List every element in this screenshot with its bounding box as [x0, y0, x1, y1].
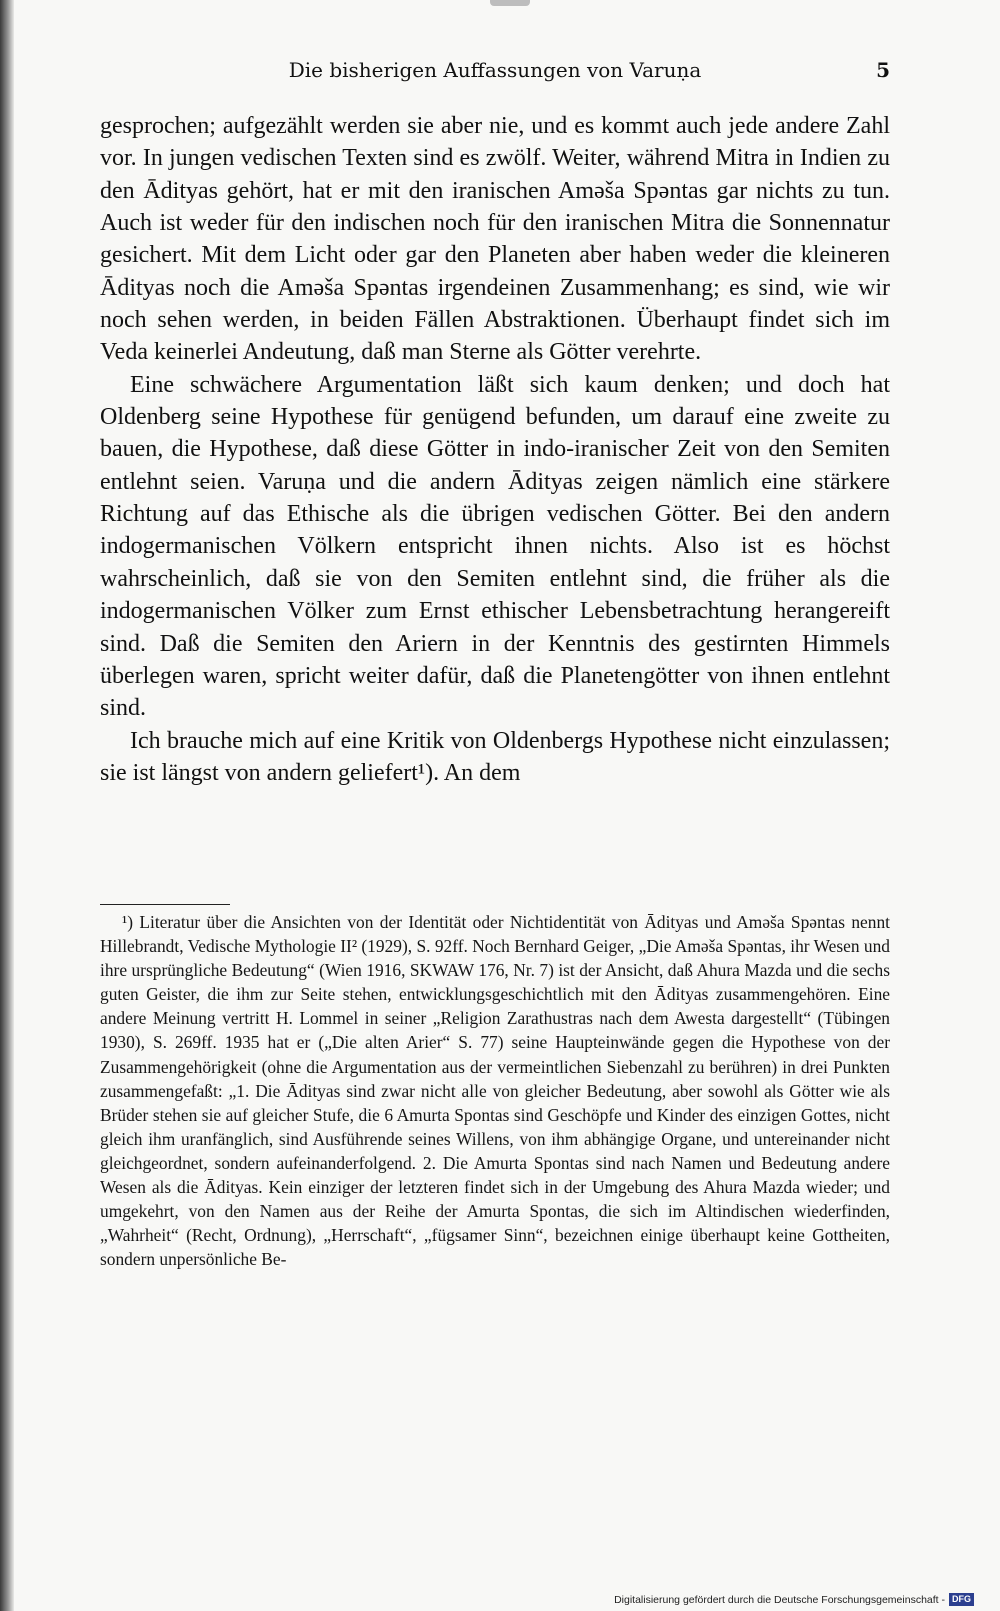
- footnote-divider: [100, 904, 230, 905]
- main-text: [100, 110, 890, 789]
- running-title: Die bisherigen Auffassungen von Varuṇa: [288, 58, 702, 82]
- page-top-mark: [490, 0, 530, 6]
- page-number: 5: [876, 58, 890, 82]
- digitization-credit: [614, 1593, 974, 1606]
- book-spine-shadow: [0, 0, 14, 1611]
- paragraph-3: Ich brauche mich auf eine Kritik von Oldenbergs Hypothese nicht einzulassen; sie ist längst von andern geliefert¹). An dem: [100, 727, 890, 786]
- page-header: [100, 58, 890, 88]
- paragraph-2: Eine schwächere Argumentation läßt sich kaum denken; und doch hat Oldenberg seine Hypothese für genügend befunden, um darauf eine zweite zu bauen, die Hypothese, daß diese Götter in indo-iranischer Zeit von den Semiten entlehnt seien. Varuṇa und die andern Ādityas zeigen nämlich eine stärkere Richtung auf das Ethische als die übrigen vedischen Götter. Bei den andern indogermanischen Völkern entspricht ihnen nichts. Also ist es höchst wahrscheinlich, daß sie von den Semiten entlehnt sind, die früher als die indogermanischen Völker zum Ernst ethischer Lebensbetrachtung herangereift sind. Daß die Semiten den Ariern in der Kenntnis des gestirnten Himmels überlegen waren, spricht weiter dafür, daß die Planetengötter von ihnen entlehnt sind.: [100, 371, 890, 722]
- footnote-1: ¹) Literatur über die Ansichten von der Identität oder Nichtidentität von Ādityas und Aməša Spəntas nennt Hillebrandt, Vedische Mythologie II² (1929), S. 92ff. Noch Bernhard Geiger, „Die Aməša Spəntas, ihr Wesen und ihre ursprüngliche Bedeutung“ (Wien 1916, SKWAW 176, Nr. 7) ist der Ansicht, daß Ahura Mazda und die sechs guten Geister, die ihm zur Seite stehen, entwicklungsgeschichtlich mit den Ādityas zusammengehören. Eine andere Meinung vertritt H. Lommel in seiner „Religion Zarathustras nach dem Awesta dargestellt“ (Tübingen 1930), S. 269ff. 1935 hat er („Die alten Arier“ S. 77) seine Haupteinwände gegen die Hypothese von der Zusammengehörigkeit (ohne die Argumentation aus der vermeintlichen Siebenzahl zu berühren) in drei Punkten zusammengefaßt: „1. Die Ādityas sind zwar nicht alle von gleicher Bedeutung, aber sowohl als Götter wie als Brüder stehen sie auf gleicher Stufe, die 6 Amurta Spontas sind Geschöpfe und Kinder des einzigen Gottes, nicht gleich ihm uranfänglich, sind Ausführende seines Willens, von ihm abhängige Organe, und untereinander nicht gleichgeordnet, sondern aufeinanderfolgend. 2. Die Amurta Spontas sind nach Namen und Bedeutung andere Wesen als die Ādityas. Kein einziger der letzteren findet sich in der Umgebung des Ahura Mazda wieder; und umgekehrt, von den Namen aus der Reihe der Amurta Spontas, die sich im Altindischen wiederfinden, „Wahrheit“ (Recht, Ordnung), „Herrschaft“, „fügsamer Sinn“, bezeichnen einige überhaupt keine Gottheiten, sondern unpersönliche Be-: [100, 912, 890, 1270]
- paragraph-1: gesprochen; aufgezählt werden sie aber nie, und es kommt auch jede andere Zahl vor. In jungen vedischen Texten sind es zwölf. Weiter, während Mitra in Indien zu den Ādityas gehört, hat er mit den iranischen Aməša Spəntas gar nichts zu tun. Auch ist weder für den indischen noch für den iranischen Mitra die Sonnennatur gesichert. Mit dem Licht oder gar den Planeten aber haben weder die kleineren Ādityas noch die Aməša Spəntas irgendeinen Zusammenhang; es sind, wie wir noch sehen werden, in beiden Fällen Abstraktionen. Überhaupt findet sich im Veda keinerlei Andeutung, daß man Sterne als Götter verehrte.: [100, 113, 890, 366]
- dfg-logo: DFG: [949, 1593, 974, 1606]
- credit-text: Digitalisierung gefördert durch die Deutsche Forschungsgemeinschaft -: [614, 1593, 945, 1606]
- footnote-section: [100, 910, 890, 1271]
